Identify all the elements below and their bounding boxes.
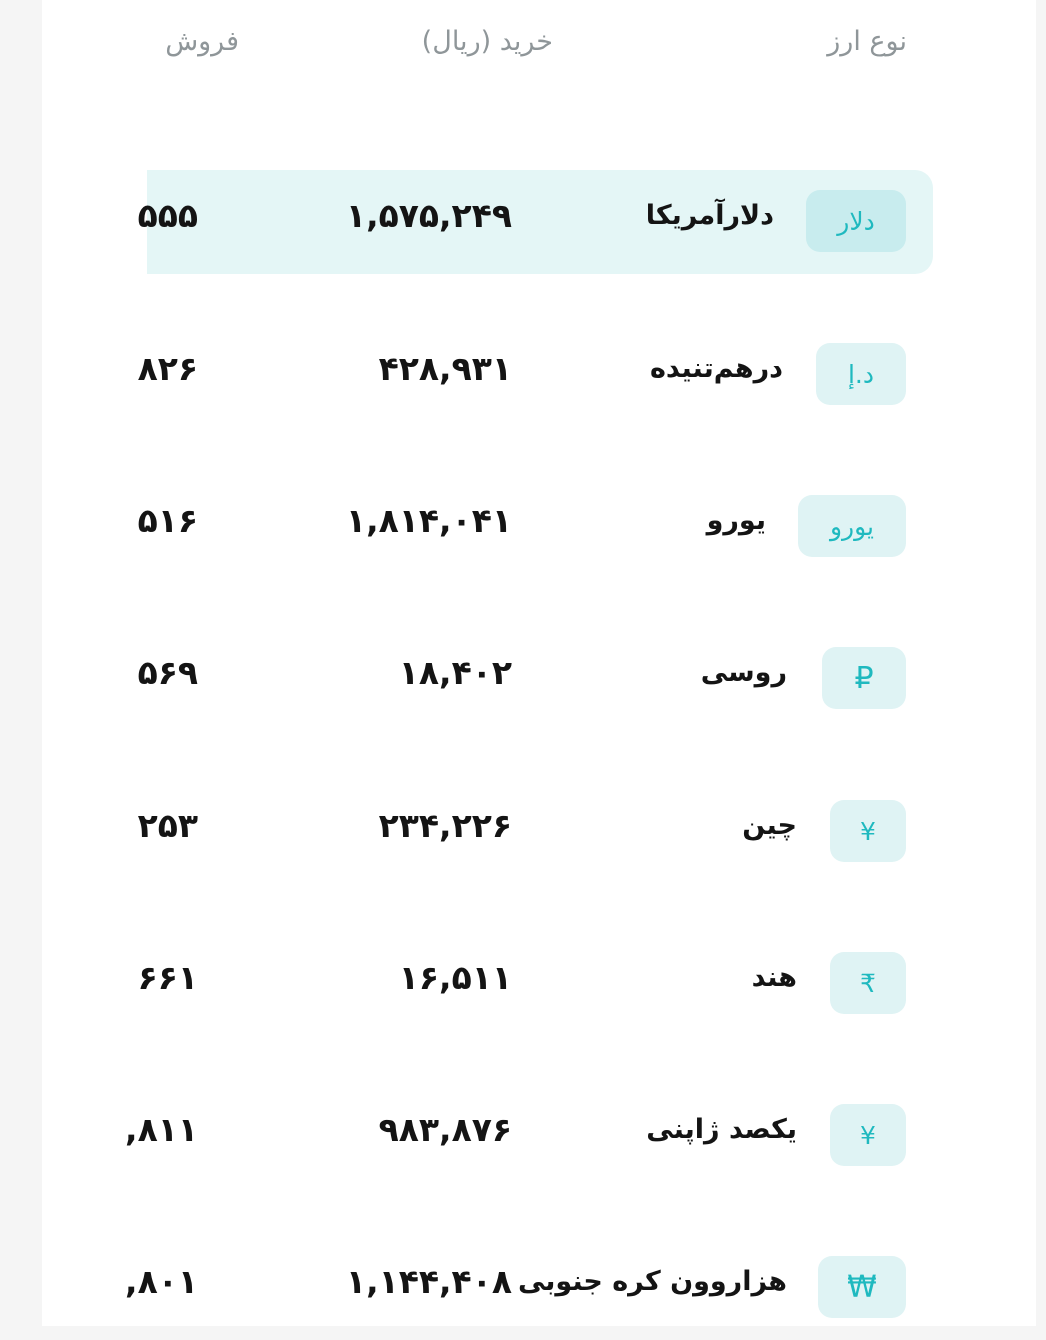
currency-name: هزاروون کره جنوبی bbox=[517, 1266, 787, 1297]
sell-price: ۶۶۱ bbox=[137, 958, 198, 997]
sell-price: ,۸۰۱ bbox=[125, 1262, 198, 1301]
sell-price: ۵۶۹ bbox=[137, 653, 198, 692]
currency-symbol-badge: ₩ bbox=[818, 1256, 906, 1318]
buy-price: ۱۸,۴۰۲ bbox=[398, 653, 512, 692]
currency-name: یورو bbox=[706, 505, 766, 536]
currency-name: روسی bbox=[700, 657, 787, 688]
sell-price: ۵۱۶ bbox=[137, 501, 198, 540]
sell-price: ,۸۱۱ bbox=[125, 1110, 198, 1149]
column-header-currency-type: نوع ارز bbox=[827, 26, 907, 57]
buy-price: ۴۲۸,۹۳۱ bbox=[378, 349, 512, 388]
sell-price: ۸۲۶ bbox=[137, 349, 198, 388]
buy-price: ۱,۵۷۵,۲۴۹ bbox=[345, 196, 512, 235]
rates-card bbox=[42, 0, 1036, 1326]
column-header-buy: خرید (ریال) bbox=[421, 26, 553, 57]
currency-row-rub[interactable] bbox=[137, 627, 933, 731]
buy-price: ۹۸۳,۸۷۶ bbox=[378, 1110, 512, 1149]
currency-row-inr[interactable] bbox=[137, 932, 933, 1036]
buy-price: ۱,۸۱۴,۰۴۱ bbox=[345, 501, 512, 540]
currency-row-jpy[interactable] bbox=[125, 1084, 933, 1188]
sell-price: ۲۵۳ bbox=[137, 806, 198, 845]
currency-name: یکصد ژاپنی bbox=[646, 1114, 797, 1145]
currency-row-aed[interactable] bbox=[137, 323, 933, 427]
currency-symbol-badge: ₹ bbox=[830, 952, 906, 1014]
currency-row-eur[interactable] bbox=[137, 475, 933, 579]
buy-price: ۱,۱۴۴,۴۰۸ bbox=[345, 1262, 512, 1301]
currency-symbol-badge: د.إ bbox=[816, 343, 906, 405]
currency-name: دلارآمریکا bbox=[645, 200, 774, 231]
currency-name: چین bbox=[742, 810, 797, 841]
currency-symbol-badge: یورو bbox=[798, 495, 906, 557]
buy-price: ۱۶,۵۱۱ bbox=[398, 958, 512, 997]
rates-table bbox=[125, 0, 1036, 1326]
sell-price: ۵۵۵ bbox=[137, 196, 198, 235]
currency-row-cny[interactable] bbox=[137, 780, 933, 884]
column-header-sell: فروش bbox=[165, 26, 239, 57]
currency-name: درهم‌تنیده bbox=[649, 353, 783, 384]
currency-symbol-badge: ₽ bbox=[822, 647, 906, 709]
buy-price: ۲۳۴,۲۲۶ bbox=[378, 806, 512, 845]
currency-symbol-badge: ¥ bbox=[830, 1104, 906, 1166]
currency-row-krw[interactable] bbox=[125, 1236, 933, 1340]
currency-name: هند bbox=[751, 962, 797, 993]
currency-symbol-badge: دلار bbox=[806, 190, 906, 252]
currency-symbol-badge: ¥ bbox=[830, 800, 906, 862]
currency-row-usd[interactable] bbox=[137, 170, 933, 274]
